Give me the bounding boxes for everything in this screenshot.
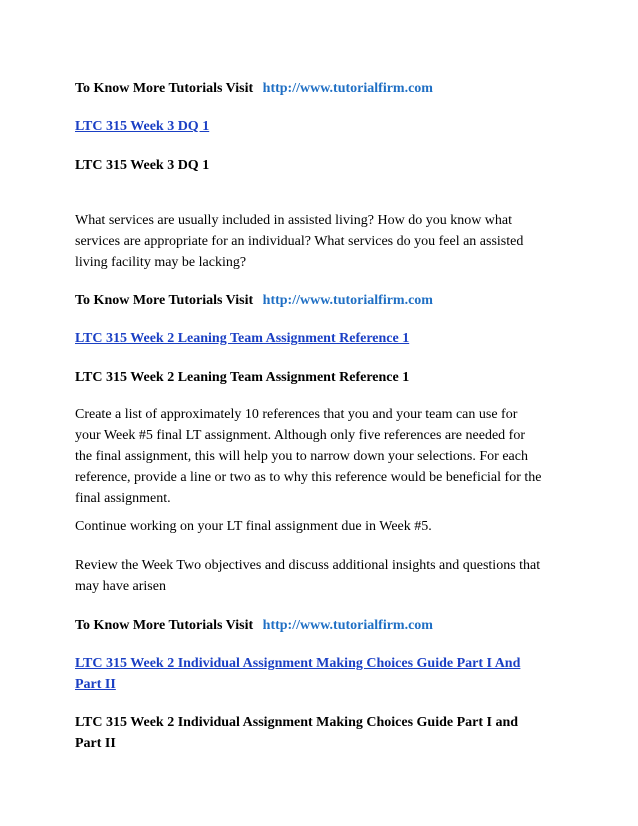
section-1-heading: LTC 315 Week 3 DQ 1: [75, 158, 210, 173]
section-2-title-link[interactable]: LTC 315 Week 2 Leaning Team Assignment Reference 1: [75, 331, 410, 346]
body-line: Create a list of approximately 10 references that you and your team can use for: [75, 407, 518, 422]
body-line: What services are usually included in assisted living? How do you know what: [75, 213, 513, 228]
promo-label: To Know More Tutorials Visit: [75, 81, 254, 96]
promo-url-link[interactable]: http://www.tutorialfirm.com: [262, 81, 433, 96]
promo-line: [75, 290, 570, 311]
section-2-heading: LTC 315 Week 2 Leaning Team Assignment Reference 1: [75, 370, 410, 385]
section-3-heading: [75, 712, 570, 754]
promo-label: To Know More Tutorials Visit: [75, 293, 254, 308]
section-1-body: [75, 210, 570, 273]
heading-line: Part II: [75, 736, 116, 751]
section-1-link-para: [75, 116, 570, 137]
body-line: reference, provide a line or two as to why this reference would be beneficial for the: [75, 470, 542, 485]
promo-url-link[interactable]: http://www.tutorialfirm.com: [262, 293, 433, 308]
section-3-title-link[interactable]: LTC 315 Week 2 Individual Assignment Making Choices Guide Part I And: [75, 656, 521, 671]
section-3-title-link[interactable]: Part II: [75, 677, 116, 692]
promo-url-link[interactable]: http://www.tutorialfirm.com: [262, 618, 433, 633]
body-line: living facility may be lacking?: [75, 255, 247, 270]
body-line: final assignment.: [75, 491, 171, 506]
section-2-link-para: [75, 328, 570, 349]
body-line: your Week #5 final LT assignment. Although only five references are needed for: [75, 428, 525, 443]
body-line: services are appropriate for an individual? What services do you feel an assisted: [75, 234, 524, 249]
body-line: the final assignment, this will help you to narrow down your selections. For each: [75, 449, 528, 464]
promo-label: To Know More Tutorials Visit: [75, 618, 254, 633]
body-line: may have arisen: [75, 579, 166, 594]
section-1-title-link[interactable]: LTC 315 Week 3 DQ 1: [75, 119, 210, 134]
promo-line: [75, 615, 570, 636]
section-2-body: [75, 404, 570, 509]
section-2-extra-1: Continue working on your LT final assignment due in Week #5.: [75, 519, 432, 534]
body-line: Review the Week Two objectives and discuss additional insights and questions that: [75, 558, 541, 573]
section-3-link-para: [75, 653, 570, 695]
section-2-extra-2: [75, 555, 570, 597]
promo-line: [75, 78, 570, 99]
heading-line: LTC 315 Week 2 Individual Assignment Making Choices Guide Part I and: [75, 715, 519, 730]
